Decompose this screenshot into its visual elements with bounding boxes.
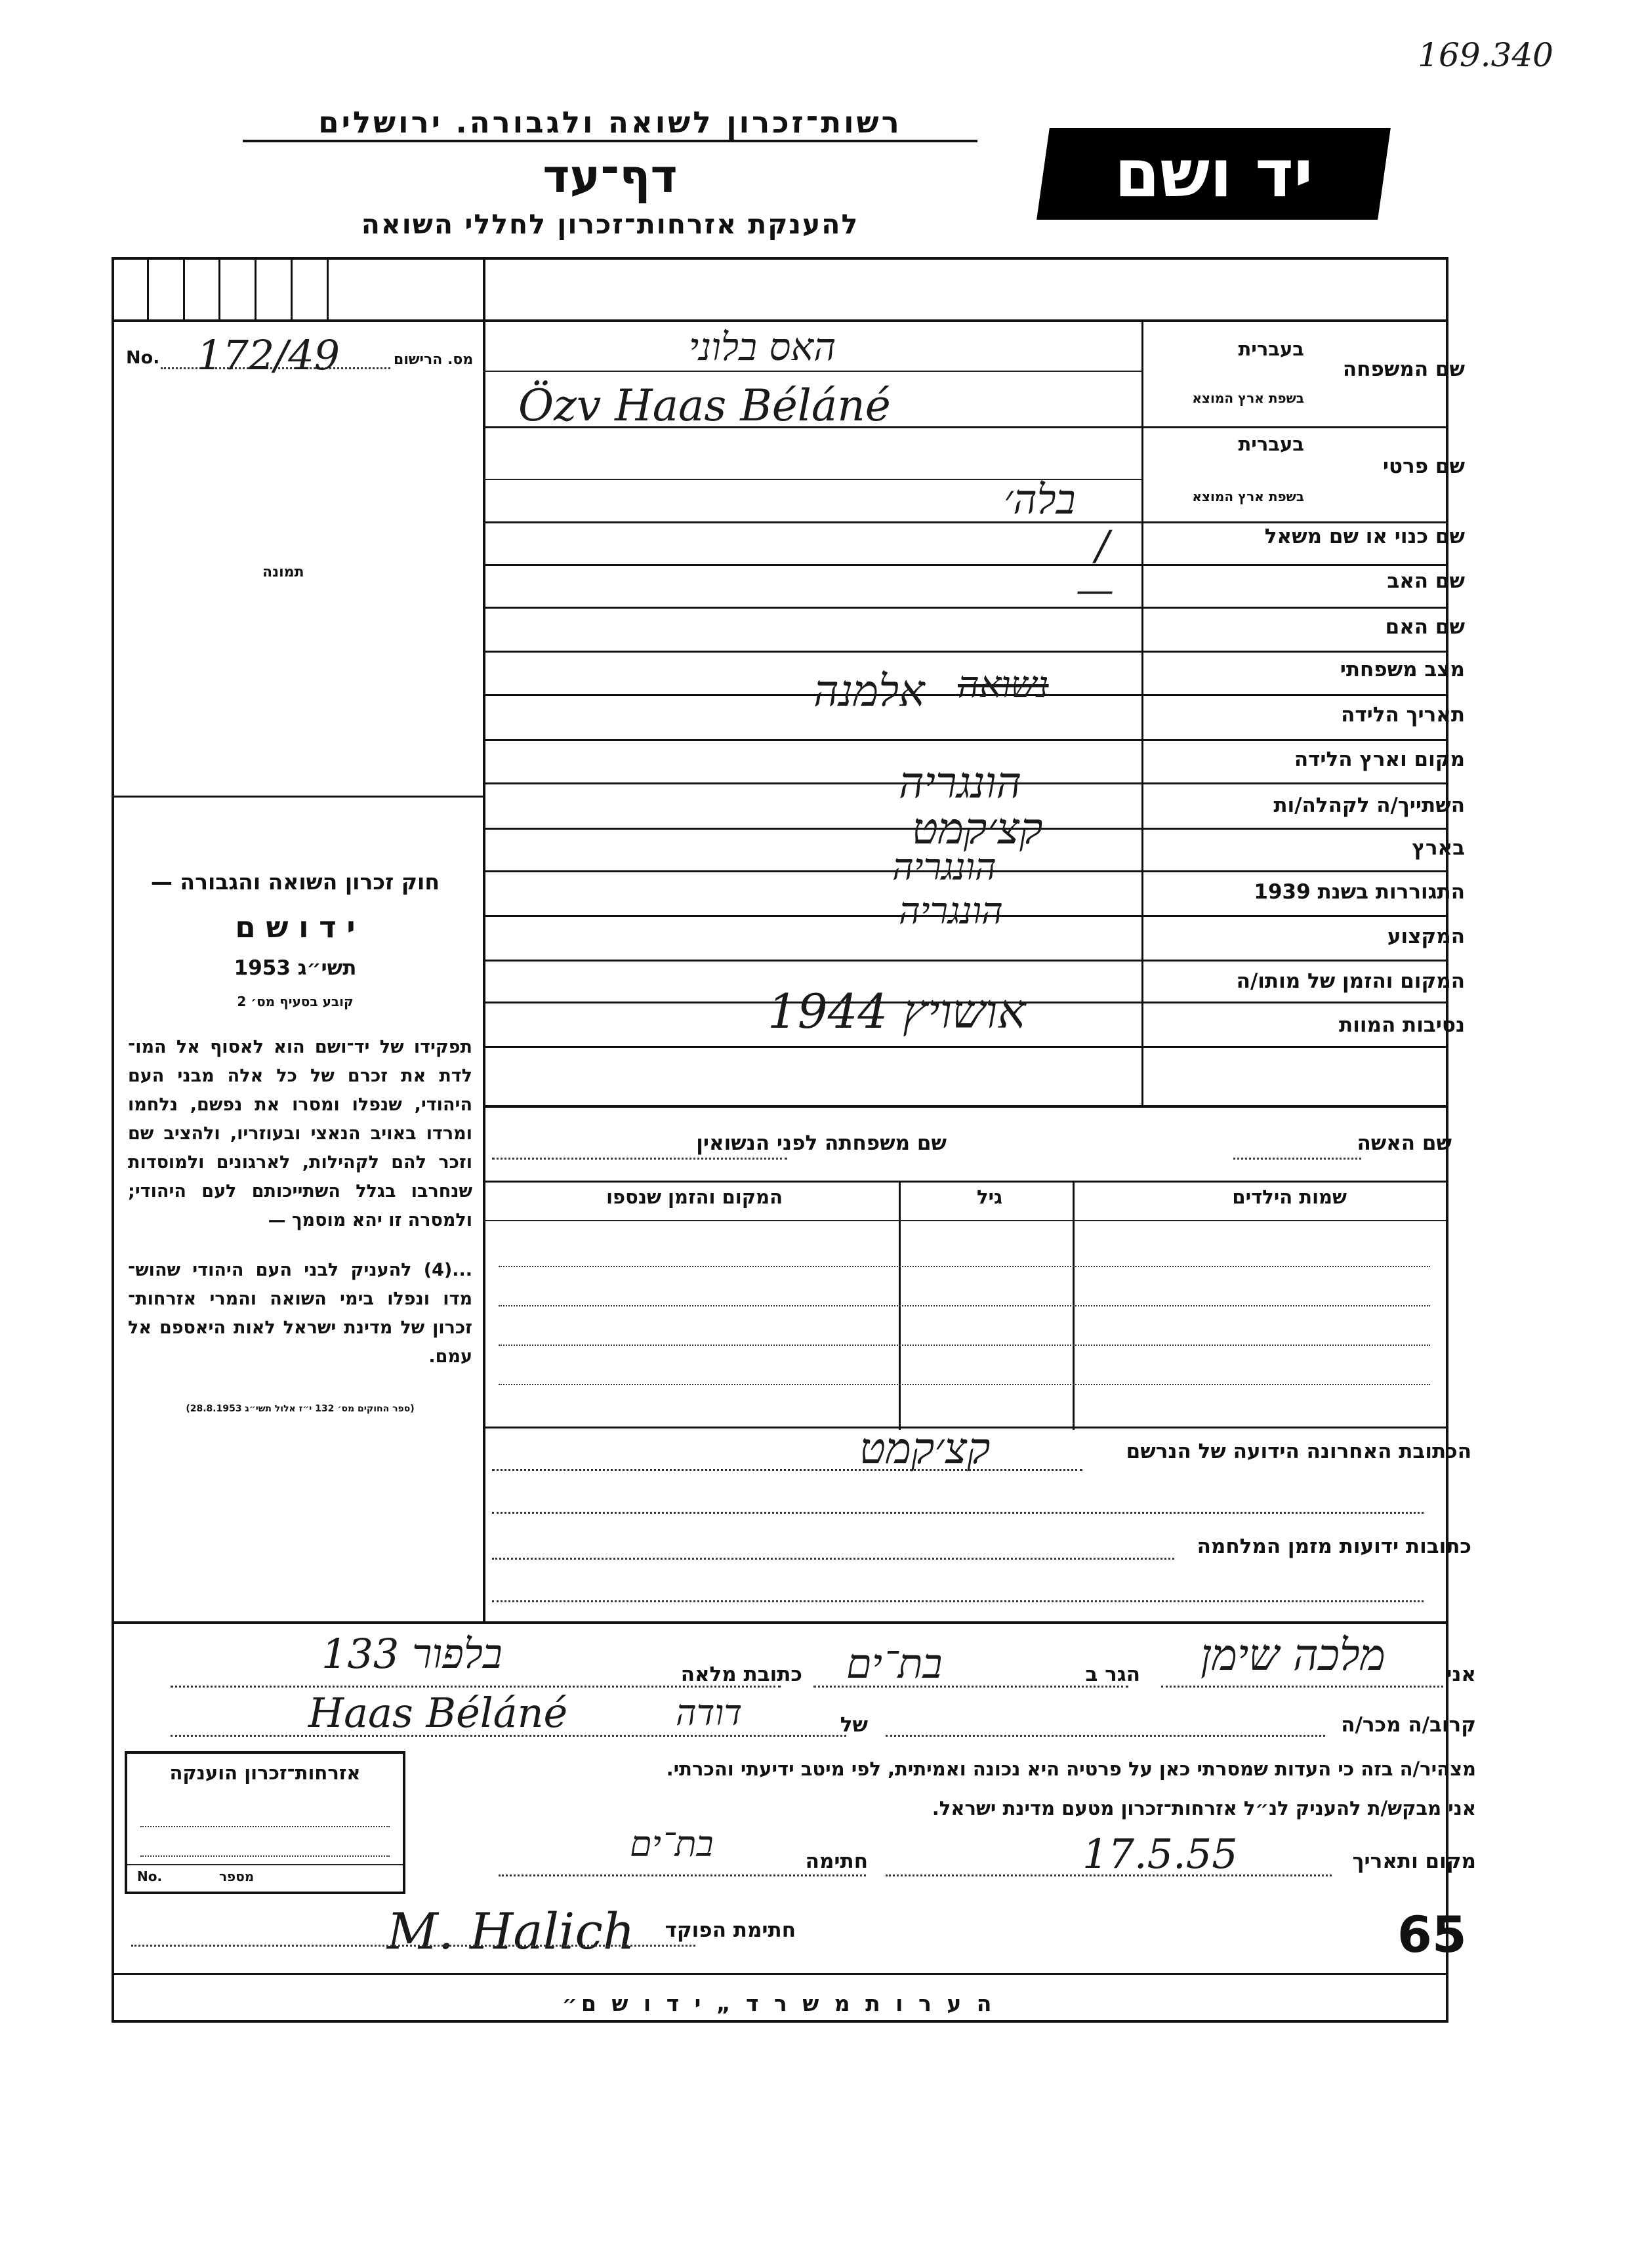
residence-1939-value: הונגריה — [899, 890, 1003, 933]
law-text-2: ...(4) להעניק לבני העם היהודי שהוש־ מדו ונפלו בימי השואה והמרי אזרחות־ זכרון של מדינת ישראל לאות היאספם אל עמם. — [128, 1260, 472, 1367]
law-text-1: תפקידו של יד־ושם הוא לאסוף אל המו־ לדת את זכרם של כל אלה מבני העם היהודי, שנפלו ומסרו את נפשם, נלחמו ומרדו באויב הנאצי ובעוזריו, ולהציב שם וזכר להם לקהילות, לארגונים ולמוסדות שנחרבו בגלל השתייכותם לעם היהודי; ולמסרה זו יהא מוסמך — — [128, 1037, 472, 1230]
of-label: של — [840, 1713, 868, 1737]
official-signature-label: חתימת הפוקד — [665, 1918, 796, 1942]
family-status-label: מצב משפחתי — [1340, 658, 1465, 681]
wife-name-dots — [1233, 1158, 1361, 1160]
registration-number: 172/49 — [197, 331, 340, 379]
residence-1939-label: התגוררות בשנת 1939 — [1254, 880, 1465, 904]
citizenship-no-label: No. — [137, 1869, 163, 1884]
death-place-label: המקום והזמן של מותו/ה — [1236, 969, 1465, 993]
signature-value: בת־ים — [630, 1823, 714, 1865]
mother-label: שם האם — [1385, 615, 1465, 639]
relative-label: קרוב/ה מכר/ה — [1341, 1713, 1476, 1737]
declare-text: מצהיר/ה בזה כי העדות שמסרתי כאן על פרטיה היא נכונה ואמיתית, לפי מיטב ידיעתי והכרתי. — [666, 1758, 1476, 1780]
request-text: אני מבקש/ת להעניק לנ״ל אזרחות־זכרון מטעם מדינת ישראל. — [932, 1797, 1476, 1819]
death-place-value: אושויץ 1944 — [768, 984, 1026, 1039]
page-number: 65 — [1397, 1905, 1467, 1964]
first-name-hebrew-label: בעברית — [1238, 433, 1304, 455]
photo-label: תמונה — [262, 564, 304, 580]
label-column-divider — [1141, 319, 1143, 1106]
children-header-names: שמות הילדים — [1232, 1186, 1347, 1208]
nickname-label: שם כנוי או שם משאל — [1264, 525, 1465, 548]
father-value: — — [1076, 567, 1114, 612]
resides-label: הגר ב — [1085, 1663, 1140, 1686]
full-address-label: כתובת מלאה — [680, 1663, 802, 1686]
family-name-hebrew-value: האס בלוני — [689, 325, 836, 369]
last-address-value: קצ׳קמט — [859, 1423, 991, 1474]
wartime-address-label: כתובות ידועות מזמן המלחמה — [1197, 1535, 1471, 1558]
family-name-label: שם המשפחה — [1342, 357, 1465, 381]
citizenship-num-label: מספר — [219, 1869, 255, 1884]
family-status-value: אלמנה — [813, 666, 925, 716]
registration-label: מס. הרישום — [394, 352, 474, 368]
citizenship-box-title: אזרחות־זכרון הוענקה — [169, 1762, 361, 1784]
maiden-name-label: שם משפחתה לפני הנשואין — [696, 1131, 947, 1155]
law-top-rule — [112, 796, 485, 798]
law-year: תשי״ג 1953 — [234, 956, 357, 980]
children-header-age: גיל — [976, 1186, 1002, 1208]
declarant-name: מלכה שימן — [1201, 1630, 1385, 1680]
first-name-label: שם פרטי — [1382, 455, 1465, 478]
law-gazette: (ספר החוקים מס׳ 132 י״ז אלול תשי״ג 28.8.1953) — [186, 1404, 415, 1414]
wife-name-label: שם האשה — [1357, 1131, 1452, 1155]
full-address-value: בלפור 133 — [321, 1630, 503, 1678]
signature-label: חתימה — [805, 1850, 868, 1873]
yad-vashem-logo — [1037, 128, 1391, 220]
declarant-ani-label: אני — [1446, 1663, 1476, 1686]
children-header-place: המקום והזמן שנספו — [606, 1186, 783, 1208]
law-title: חוק זכרון השואה והגבורה — — [150, 869, 440, 895]
official-signature: M. Halich — [387, 1902, 635, 1960]
relative-of-value: Haas Béláné — [308, 1689, 568, 1737]
relation-value: דודה — [676, 1692, 743, 1733]
footer-remarks: ה ע ר ו ת מ ש ר ד „ י ד ו ש ם״ — [562, 1991, 996, 2016]
form-title: דף־עד — [543, 150, 678, 203]
family-name-hebrew-label: בעברית — [1238, 338, 1304, 360]
country-value: הונגריה — [892, 846, 996, 889]
community-label: השתייך/ה לקהלה/ות — [1273, 794, 1465, 817]
resides-value: בת־ים — [846, 1640, 943, 1688]
registration-no-label: No. — [126, 348, 160, 368]
family-name-foreign-label: בשפת ארץ המוצא — [1192, 390, 1304, 406]
maiden-name-dots — [492, 1158, 787, 1160]
community-value: קצ׳קמט — [912, 803, 1043, 854]
birth-date-label: תאריך הלידה — [1341, 703, 1465, 727]
last-address-label: הכתובת האחרונה הידועה של הנרשם — [1126, 1440, 1471, 1463]
family-status-struck: נשואה — [958, 664, 1049, 706]
citizenship-box — [125, 1751, 405, 1894]
law-clause: קובע בסעיף מס׳ 2 — [237, 994, 354, 1009]
law-name: י ד ו ש ם — [235, 910, 356, 944]
death-circumstances-label: נסיבות המוות — [1339, 1013, 1465, 1037]
place-date-value: 17.5.55 — [1082, 1830, 1238, 1878]
nickname-value: / — [1096, 521, 1109, 569]
birth-place-value: הונגריה — [899, 758, 1022, 808]
country-label: בארץ — [1412, 836, 1465, 860]
profession-label: המקצוע — [1387, 925, 1465, 948]
authority-heading: רשות־זכרון לשואה ולגבורה. ירושלים — [243, 105, 977, 142]
family-name-foreign-value: Özv Haas Béláné — [518, 380, 891, 431]
logo-text: יד ושם — [1114, 135, 1313, 212]
place-date-label: מקום ותאריך — [1352, 1850, 1476, 1873]
archive-number: 169.340 — [1418, 36, 1553, 74]
first-name-value: בלה׳ — [1004, 476, 1076, 523]
first-name-foreign-label: בשפת ארץ המוצא — [1192, 489, 1304, 504]
father-label: שם האב — [1387, 569, 1465, 593]
form-subtitle: להענקת אזרחות־זכרון לחללי השואה — [361, 209, 859, 240]
birth-place-label: מקום וארץ הלידה — [1294, 748, 1465, 771]
